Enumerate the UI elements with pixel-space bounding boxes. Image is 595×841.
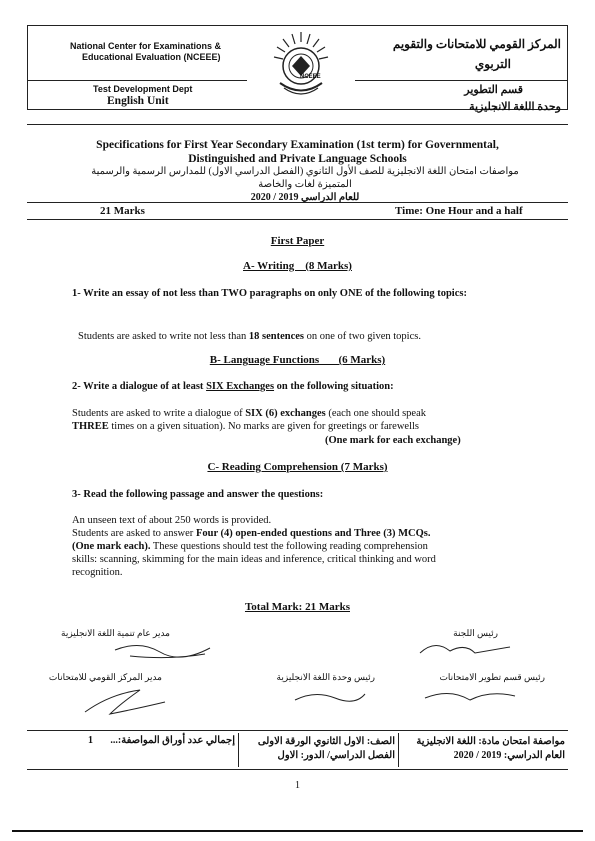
paper-heading: First Paper bbox=[270, 235, 325, 247]
footer-divider-1 bbox=[238, 733, 239, 767]
question-1-desc: Students are asked to write not less than 18 sentences on one of two given topics. bbox=[78, 331, 421, 342]
signature-unit-head bbox=[290, 684, 370, 706]
title-separator bbox=[27, 202, 568, 203]
sig-label-center-director: مدير المركز القومي للامتحانات bbox=[48, 672, 162, 682]
footer-page-count: 1 bbox=[88, 735, 93, 746]
sig-label-unit-head: رئيس وحدة اللغة الانجليزية bbox=[276, 672, 375, 682]
signature-gm-english bbox=[110, 638, 220, 662]
header-divider-right bbox=[355, 80, 568, 81]
section-c-title: C- Reading Comprehension (7 Marks) bbox=[207, 461, 388, 473]
sig-label-gm-english: مدير عام تنمية اللغة الانجليزية bbox=[61, 628, 170, 638]
header-divider-left bbox=[27, 80, 247, 81]
footer-col-subject: مواصفة امتحان مادة: اللغة الانجليزية العام الدراسي: 2019 / 2020 bbox=[416, 736, 565, 761]
page-number: 1 bbox=[295, 780, 300, 791]
nceee-logo: NCEEE bbox=[270, 28, 332, 100]
meta-separator bbox=[27, 219, 568, 220]
logo-seal-icon bbox=[270, 28, 332, 100]
document-title-ar: مواصفات امتحان اللغة الانجليزية للصف الأول الثانوي (الفصل الدراسي الاول) للمدارس الرسمية والرسمية المتميزة لغات والخاصة للعام الدراسي 2019 / 2020 bbox=[91, 166, 519, 203]
question-3: 3- Read the following passage and answer the questions: bbox=[72, 489, 324, 500]
bottom-rule bbox=[12, 830, 583, 832]
sig-label-committee-head: رئيس اللجنة bbox=[453, 628, 498, 638]
question-1: 1- Write an essay of not less than TWO paragraphs on only ONE of the following topics: bbox=[72, 288, 467, 299]
unit-en: English Unit bbox=[107, 95, 169, 107]
footer-col-total-pages: إجمالي عدد أوراق المواصفة:... bbox=[110, 735, 235, 746]
section-b-title: B- Language Functions (6 Marks) bbox=[209, 354, 386, 366]
footer-col-grade: الصف: الاول الثانوي الورقة الاولى الفصل الدراسي/ الدور: الاول bbox=[257, 736, 395, 761]
question-3-desc: An unseen text of about 250 words is provided. Students are asked to answer Four (4) open-ended questions and Three (3) MCQs. (One mark each). These questions should test the following reading comprehension skills: scanning, skimming for the main ideas and inference, critical thinking and word recognition. bbox=[72, 515, 436, 578]
question-2: 2- Write a dialogue of at least SIX Exchanges on the following situation: bbox=[72, 381, 394, 392]
section-a-title: A- Writing (8 Marks) bbox=[243, 260, 352, 272]
unit-ar: وحدة اللغة الانجليزية bbox=[469, 101, 561, 113]
time-label: Time: One Hour and a half bbox=[395, 205, 523, 217]
dept-en: Test Development Dept bbox=[93, 84, 193, 94]
signature-committee-head bbox=[415, 635, 515, 659]
document-title: Specifications for First Year Secondary Examination (1st term) for Governmental, Distinguished and Private Language Schools bbox=[96, 139, 499, 165]
question-2-note: (One mark for each exchange) bbox=[325, 435, 461, 446]
signature-center-director bbox=[80, 684, 170, 718]
header-separator bbox=[27, 124, 568, 125]
dept-ar: قسم التطوير bbox=[464, 84, 523, 96]
signature-dept-head bbox=[420, 684, 520, 706]
sig-label-dept-head: رئيس قسم تطوير الامتحانات bbox=[439, 672, 545, 682]
question-2-desc: Students are asked to write a dialogue of SIX (6) exchanges (each one should speak THREE times on a given situation). No marks are given for greetings or farewells bbox=[72, 408, 427, 432]
marks-label: 21 Marks bbox=[100, 205, 145, 217]
total-mark: Total Mark: 21 Marks bbox=[244, 601, 350, 613]
footer-divider-2 bbox=[398, 733, 399, 767]
header-org-en: National Center for Examinations & Educational Evaluation (NCEEE) bbox=[70, 41, 222, 62]
header-org-ar: المركز القومي للامتحانات والتقويم التربوي bbox=[392, 37, 561, 71]
